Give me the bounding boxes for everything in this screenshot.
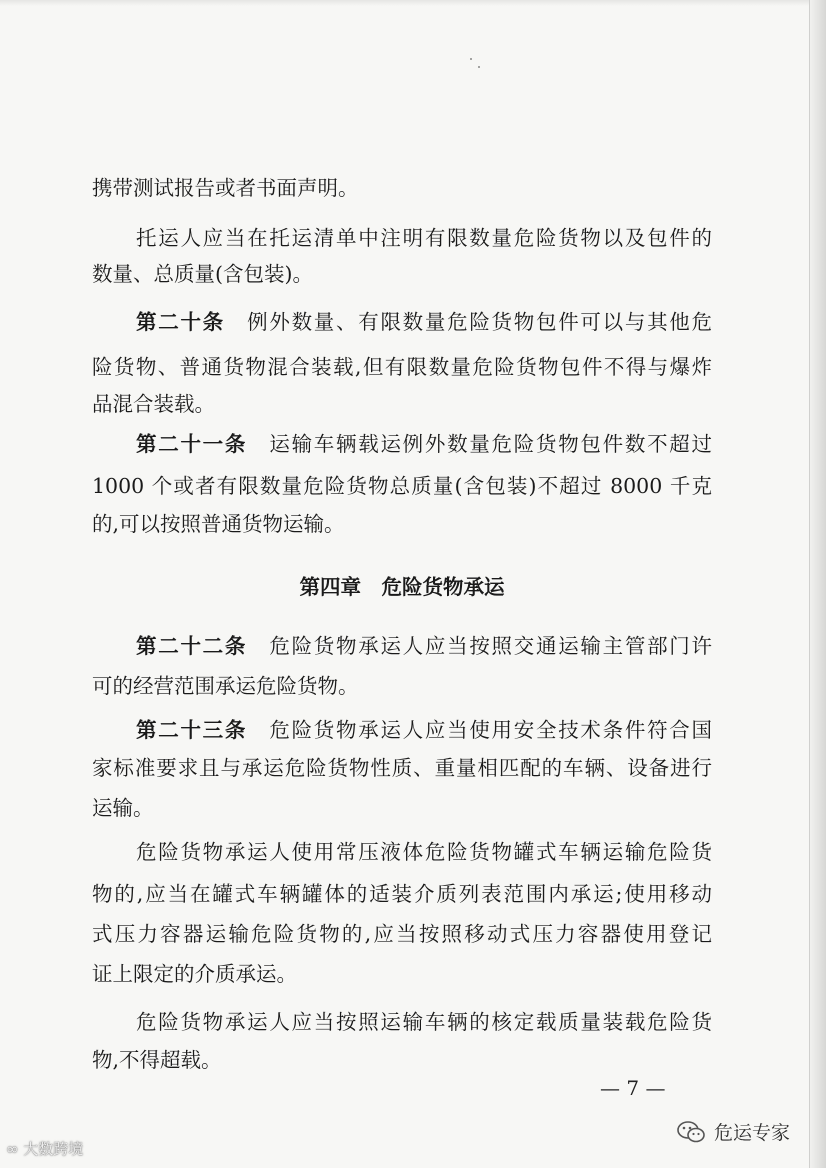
paragraph-line: 物的,应当在罐式车辆罐体的适装介质列表范围内承运;使用移动: [92, 882, 712, 906]
paragraph-line: 品混合装载。: [92, 392, 215, 416]
paragraph-line: 可的经营范围承运危险货物。: [92, 674, 359, 698]
watermark-logo-icon: ∞: [6, 1140, 24, 1158]
paragraph-line: 的,可以按照普通货物运输。: [92, 512, 345, 536]
scan-speck: [470, 58, 472, 60]
article-number: 第二十二条: [136, 634, 248, 658]
wechat-icon: [676, 1119, 706, 1145]
paragraph-line: 数量、总质量(含包装)。: [92, 262, 313, 286]
paragraph-line: 物,不得超载。: [92, 1048, 222, 1072]
paragraph-line: 危险货物承运人使用常压液体危险货物罐式车辆运输危险货: [136, 840, 712, 864]
article-20: 第二十条 例外数量、有限数量危险货物包件可以与其他危: [136, 310, 713, 334]
page-number: — 7 —: [600, 1076, 666, 1100]
article-23: 第二十三条 危险货物承运人应当使用安全技术条件符合国: [136, 718, 713, 742]
article-number: 第二十一条: [136, 432, 248, 456]
page-top-edge: [0, 0, 826, 6]
article-21: 第二十一条 运输车辆载运例外数量危险货物包件数不超过: [136, 432, 713, 456]
paragraph-line: 证上限定的介质承运。: [92, 962, 297, 986]
article-number: 第二十三条: [136, 718, 248, 742]
paragraph-line: 运输。: [92, 796, 154, 820]
paragraph-line: 式压力容器运输危险货物的,应当按照移动式压力容器使用登记: [92, 922, 712, 946]
page-right-edge: [809, 0, 826, 1168]
paragraph-line: 危险货物承运人应当按照运输车辆的核定载质量装载危险货: [136, 1010, 712, 1034]
watermark-left: ∞ 大数跨境: [6, 1140, 84, 1158]
paragraph-line: 险货物、普通货物混合装载,但有限数量危险货物包件不得与爆炸: [92, 355, 712, 379]
scan-speck: [478, 66, 480, 68]
article-number: 第二十条: [136, 310, 225, 334]
article-22: 第二十二条 危险货物承运人应当按照交通运输主管部门许: [136, 634, 713, 658]
watermark-right: 危运专家: [676, 1118, 790, 1145]
paragraph-line: 家标准要求且与承运危险货物性质、重量相匹配的车辆、设备进行: [92, 756, 712, 780]
paragraph-line: 1000 个或者有限数量危险货物总质量(含包装)不超过 8000 千克: [92, 474, 712, 498]
paragraph-line: 携带测试报告或者书面声明。: [92, 176, 359, 200]
chapter-heading: 第四章 危险货物承运: [299, 575, 505, 599]
paragraph-line: 托运人应当在托运清单中注明有限数量危险货物以及包件的: [136, 226, 712, 250]
